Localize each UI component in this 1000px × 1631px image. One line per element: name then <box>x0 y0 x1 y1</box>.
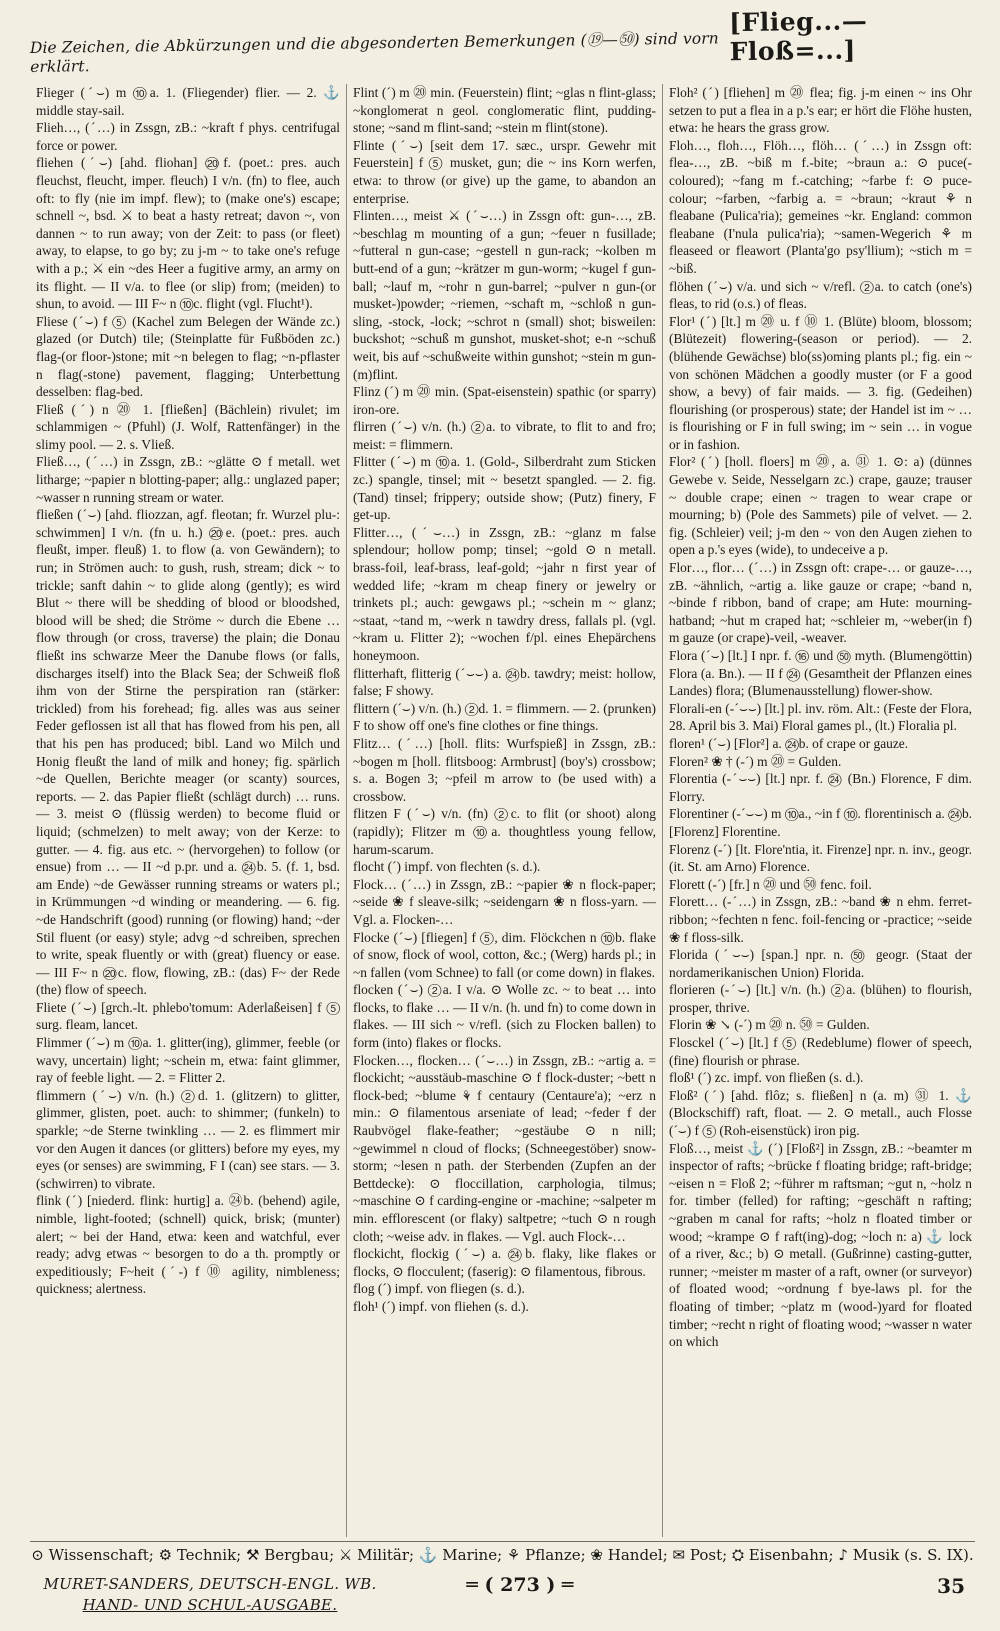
dictionary-entry: Florida (ˊ⌣⌣) [span.] npr. n. ㊿ geogr. (Staat der nordamerikanischen Union) Florida. <box>669 947 972 980</box>
page-footer <box>30 1574 975 1626</box>
dictionary-entry: Fliese (ˊ⌣) f ⑤ (Kachel zum Belegen der Wände zc.) glazed (or Dutch) tile; (Steinplatte für Fußböden zc.) flag-(or floor-)stone; mit ~n belegen to flag; ~n-pflaster n flag(-stone) pavement, flagging; Unterbettung desselben: flag-bed. <box>36 313 340 400</box>
header-entry-range: [Flieg...—Floß=...] <box>728 6 868 67</box>
dictionary-entry: Flinz (ˊ) m ⑳ min. (Spat-eisenstein) spathic (or sparry) iron-ore. <box>353 384 656 417</box>
dictionary-entry: Florenz (-ˊ) [lt. Flore'ntia, it. Firenze] npr. n. inv., geogr. (it. St. am Arno) Florence. <box>669 841 972 875</box>
dictionary-entry: Flora (ˊ⌣) [lt.] I npr. f. ⑯ und ㊿ myth. (Blumengöttin) Flora (a. Bn.). — II f ㉔ (Gesamtheit der Pflanzen eines Landes) flora; (Blumenausstellung) flower-show. <box>669 648 972 699</box>
dictionary-entry: Flocke (ˊ⌣) [fliegen] f ⑤, dim. Flöckchen n ⑩b. flake of snow, flock of wool, cotton, &c.; (Werg) hards pl.; in ~n fallen (vom Schnee) to fall (or come down) in flakes. <box>353 929 656 980</box>
dictionary-entry: Flosckel (ˊ⌣) [lt.] f ⑤ (Redeblume) flower of speech, (fine) flourish or phrase. <box>669 1035 972 1068</box>
dictionary-entry: Floß² (ˊ) [ahd. flôz; s. fließen] n (a. m) ㉛ 1. ⚓ (Blockschiff) raft, float. — 2. ⊙ metall., auch Flosse (ˊ⌣) f ⑤ (Roh-eisenstück) iron pig. <box>669 1087 972 1139</box>
dictionary-entry: Fließ…, (ˊ…) in Zssgn, zB.: ~glätte ⊙ f metall. wet litharge; ~papier n blotting-paper; allg.: unglazed paper; ~wasser n running stream or water. <box>36 454 340 505</box>
dictionary-entry: Fliete (ˊ⌣) [grch.-lt. phlebo'tomum: Aderlaßeisen] f ⑤ surg. fleam, lancet. <box>36 999 340 1033</box>
dictionary-entry: Fließ (ˊ) n ⑳ 1. [fließen] (Bächlein) rivulet; im schlammigen ~ (Pfuhl) (J. Wolf, Rattenfänger) in the slimy pool. — 2. s. Vließ. <box>36 401 340 452</box>
dictionary-entry: Flock… (ˊ…) in Zssgn, zB.: ~papier ❀ n flock-paper; ~seide ❀ f sleave-silk; ~seidengarn ❀ n floss-yarn. — Vgl. a. Flocken-… <box>353 876 656 927</box>
dictionary-entry: flockicht, flockig (ˊ⌣) a. ㉔b. flaky, like flakes or flocks, ⊙ flocculent; (faserig): ⊙ filamentous, fibrous. <box>353 1246 656 1279</box>
dictionary-entry: Flinte (ˊ⌣) [seit dem 17. sæc., urspr. Gewehr mit Feuerstein] f ⑤ musket, gun; die ~ ins Korn werfen, etwa: to throw (or give) up the game, to abandon an enterprise. <box>353 137 656 206</box>
footer-divider <box>30 1541 975 1542</box>
dictionary-entry: Florin ❀ ↘ (-ˊ) m ⑳ n. ㊿ = Gulden. <box>669 1017 870 1033</box>
dictionary-entry: Flitter (ˊ⌣) m ⑩a. 1. (Gold-, Silberdraht zum Sticken zc.) spangle, tinsel; mit ~ besetzt spangled. — 2. fig. (Tand) tinsel; frippery; outside show; (Putz) finery, F get-up. <box>353 454 656 523</box>
dictionary-entry: Flocken…, flocken… (ˊ⌣…) in Zssgn, zB.: ~artig a. = flockicht; ~ausstäub-maschine ⊙ f flock-duster; ~bett n flock-bed; ~blume ⚘ f centaury (Centaure'a); ~erz n min.: ⊙ filamentous arseniate of lead; ~feder f der Raubvögel flake-feather; ~gestäube ⊙ n nill; ~gewimmel n cloud of flocks; (Schneegestöber) snow-storm; ~lesen n path. der Sterbenden (Zupfen an der Bettdecke): ⊙ floccillation, carphologia, tilmus; ~maschine ⊙ f carding-engine or -machine; ~salpeter m min. efflorescent (or flaky) saltpetre; ~tuch ⊙ n rough cloth; ~weise adv. in flakes. — Vgl. auch Flock-… <box>353 1052 656 1244</box>
dictionary-entry: flirren (ˊ⌣) v/n. (h.) ②a. to vibrate, to flit to and fro; meist: = flimmern. <box>353 419 656 452</box>
dictionary-entry: flog (ˊ) impf. von fliegen (s. d.). <box>353 1281 525 1297</box>
dictionary-entry: Florali-en (-ˊ⌣⌣) [lt.] pl. inv. röm. Alt.: (Feste der Flora, 28. April bis 3. Mai) Floral games pl., (lt.) Floralia pl. <box>669 700 972 734</box>
dictionary-entry: flitzen F (ˊ⌣) v/n. (fn) ②c. to flit (or shoot) along (rapidly); Flitzer m ⑩a. thoughtless young fellow, harum-scarum. <box>353 806 656 857</box>
dictionary-entry: flöhen (ˊ⌣) v/a. und sich ~ v/refl. ②a. to catch (one's) fleas, to rid (o.s.) of fleas. <box>669 278 972 312</box>
dictionary-entry: fließen (ˊ⌣) [ahd. fliozzan, agf. fleotan; fr. Wurzel plu-: schwimmen] I v/n. (fn u. h.) ⑳e. (poet.: pres. auch fleußt, imper. fleuß) 1. to flow (a. von Gewändern); to run; in Strömen auch: to gush, rush, stream; dick ~ to trickle; sanft dahin ~ to glide along (gently); es wird Blut ~ there will be shedding of blood or bloodshed, blood will be shed; die Ströme ~ durch die Ebene … flow through (or cross, traverse) the plain; die Donau fließt ins schwarze Meer the Danube flows (or falls, discharges itself) into the Black Sea; der Schweiß floß ihm von der Stirne the perspiration ran (stärker: trickled) from his forehead; fig. alles was aus seiner Feder geflossen ist all that has flowed from his pen, all that his pen has produced; bibl. Land wo Milch und Honig fleußt the land of milk and honey; fig. spärlich ~de Quellen, Berichte meager (or scanty) sources, reports. — 2. das Papier fließt (schlägt durch) … runs. — 3. meist ⊙ (flüssig werden) to become fluid or liquid; (schmelzen) to melt away; von der Kerze: to gutter. — 4. fig. aus etc. ~ (hervorgehen) to follow (or ensue) from … — II ~d p.pr. und a. ㉔b. 5. (f. 1, bsd. am Ende) ~de Gewässer running streams or waters pl.; in Krümmungen ~d winding or meandering. — 6. fig. ~de Handschrift (good) running (or flowing) hand; ~der Stil fluent (or easy) style; advg ~d schreiben, sprechen to write, speak fluently or with (great) fluency or ease. — III F~ n ⑳c. flow, flowing, zB.: (das) F~ der Rede (the) flow of speech. <box>36 507 340 998</box>
dictionary-entry: Flint (ˊ) m ⑳ min. (Feuerstein) flint; ~glas n flint-glass; ~konglomerat n geol. conglomeratic flint, pudding-stone; ~sand m flint-sand; ~stein m flint(stone). <box>353 85 656 136</box>
dictionary-entry: floß¹ (ˊ) zc. impf. von fließen (s. d.). <box>669 1070 864 1086</box>
header-note: Die Zeichen, die Abkürzungen und die abgesonderten Bemerkungen (⑲—㊿) sind vorn erklärt. <box>29 29 719 76</box>
publisher-imprint <box>30 1574 390 1616</box>
column-middle <box>346 84 662 1537</box>
dictionary-entry: floren¹ (ˊ⌣) [Flor²] a. ㉔b. of crape or gauze. <box>669 735 909 751</box>
dictionary-entry: florieren (-ˊ⌣) [lt.] v/n. (h.) ②a. (blühen) to flourish, prosper, thrive. <box>669 982 972 1015</box>
dictionary-entry: fliehen (ˊ⌣) [ahd. fliohan] ⑳f. (poet.: pres. auch fleuchst, fleucht, imper. fleuch) I v/n. (fn) to flee, auch oft: to fly (nie im impf. flew); to (make one's) escape; schnell ~, bsd. ⚔ to beat a hasty retreat; davon ~, von dannen ~ to run away; von der Zeit: to pass (or fleet) away, to elapse, to go by; zu j-m ~ to take one's refuge with a p.; ⚔ ein ~des Heer a fugitive army, an army on its flight. — II v/a. to flee (or slip) from; (meiden) to shun, to avoid. — III F~ n ⑩c. flight (vgl. Flucht¹). <box>36 155 340 312</box>
dictionary-entry: Flinten…, meist ⚔ (ˊ⌣…) in Zssgn oft: gun-…, zB. ~beschlag m mounting of a gun; ~feuer n fusillade; ~futteral n gun-case; ~gestell n gun-rack; ~kolben m butt-end of a gun; ~krätzer m gun-worm; ~kugel f gun-ball; ~lauf m, ~rohr n gun-barrel; ~pulver n gun-(or musket-)powder; ~riemen, ~schaft m, ~schloß n gun-sling, -stock, -lock; ~schrot n (small) shot; bisweilen: buckshot; ~schuß m gunshot, musket-shot; e-n ~schuß weit, bis auf ~schußweite within gunshot; ~stein m gun-(m)flint. <box>353 208 656 382</box>
column-left <box>30 84 346 1537</box>
dictionary-entry: floh¹ (ˊ) impf. von fliehen (s. d.). <box>353 1298 529 1314</box>
dictionary-entry: Florett (-ˊ) [fr.] n ⑳ und ㊿ fenc. foil. <box>669 876 872 892</box>
dictionary-entry: Flor¹ (ˊ) [lt.] m ⑳ u. f ⑩ 1. (Blüte) bloom, blossom; (Blütezeit) flowering-(season or period). — 2. (blühende Gewächse) blo(ss)oming plants pl.; fig. ein ~ von schönen Mädchen a goodly muster (or F a good show, a bevy) of fair maids. — 3. fig. (Gedeihen) flourishing (or prosperous) state; der Handel ist im ~ … is flourishing or F in full swing; im ~ sein … in vogue or in fashion. <box>669 313 972 452</box>
dictionary-entry: Florett… (-ˊ…) in Zssgn, zB.: ~band ❀ n ehm. ferret-ribbon; ~fechten n fenc. foil-fencing or -practice; ~seide ❀ f floss-silk. <box>669 894 972 945</box>
dictionary-entry: flittern (ˊ⌣) v/n. (h.) ②d. 1. = flimmern. — 2. (prunken) F to show off one's fine clothes or fine things. <box>353 700 656 734</box>
page-header <box>29 6 975 76</box>
dictionary-entry: Flieh…, (ˊ…) in Zssgn, zB.: ~kraft f phys. centrifugal force or power. <box>36 120 340 153</box>
dictionary-entry: Flor…, flor… (ˊ…) in Zssgn oft: crape-… or gauze-…, zB. ~ähnlich, ~artig a. like gauze or crape; ~band n, ~binde f ribbon, band of crape; am Hute: mourning-hatband; ~hut m craped hat; ~schleier m, ~weber(in f) m gauze (or crape)-veil, -weaver. <box>669 560 972 646</box>
dictionary-entry: Flor² (ˊ) [holl. floers] m ⑳, a. ㉛ 1. ⊙: a) (dünnes Gewebe v. Seide, Nesselgarn zc.) crape, gauze; trauser ~ double crape; einen ~ tragen to wear crape or mourning; b) (Pole des Sammets) pile of velvet. — 2. fig. (Schleier) veil; j-m den ~ von den Augen ziehen to open a p.'s eyes (wide), to undeceive a p. <box>669 454 972 558</box>
dictionary-entry: Floß…, meist ⚓ (ˊ) [Floß²] in Zssgn, zB.: ~beamter m inspector of rafts; ~brücke f floating bridge; raft-bridge; ~eisen n = Floß 2; ~führer m raftsman; ~gut n, ~holz n for. timber (felled) for rafting; ~geschäft n rafting; ~graben m canal for rafts; ~holz n floated timber or wood; ~krampe ⊙ f raft(ing)-dog; ~loch n: a) ⚓ lock of a river, &c.; b) ⊙ metall. (Gußrinne) casting-gutter, runner; ~meister m master of a raft, owner (or surveyor) of floated wood; ~ordnung f bye-laws pl. for the floating of timber; ~platz m (wood-)yard for floated timber; ~recht n right of floating wood; ~wasser n water on which <box>669 1140 972 1350</box>
dictionary-entry: Flimmer (ˊ⌣) m ⑩a. 1. glitter(ing), glimmer, feeble (or wavy, uncertain) light; ~schein m, etwa: faint glimmer, ray of feeble light. — 2. = Flitter 2. <box>36 1035 340 1086</box>
dictionary-entry: flocken (ˊ⌣) ②a. I v/a. ⊙ Wolle zc. ~ to beat … into flocks, to flake … — II v/n. (h. und fn) to come down in flakes. — III sich ~ v/refl. (sich zu Flocken ballen) to form (into) flakes or flocks. <box>353 982 656 1051</box>
dictionary-columns <box>30 84 978 1537</box>
dictionary-entry: flitterhaft, flitterig (ˊ⌣⌣) a. ㉔b. tawdry; meist: hollow, false; F showy. <box>353 665 656 699</box>
dictionary-entry: Floh² (ˊ) [fliehen] m ⑳ flea; fig. j-m einen ~ ins Ohr setzen to put a flea in a p.'s ear; er hört die Flöhe husten, etwa: he hears the grass grow. <box>669 85 972 136</box>
dictionary-entry: Flitz… (ˊ…) [holl. flits: Wurfspieß] in Zssgn, zB.: ~bogen m [holl. flitsboog: Armbrust] (boy's) crossbow; s. a. Bogen 3; ~pfeil m arrow to (be used with) a crossbow. <box>353 735 656 804</box>
dictionary-entry: Floh…, floh…, Flöh…, flöh… (ˊ…) in Zssgn oft: flea-…, zB. ~biß m f.-bite; ~braun a.: ⊙ puce(-coloured); ~fang m f.-catching; ~farbe f: ⊙ puce-colour; ~farben, ~farbig a. = ~braun; ~kraut ⚘ n fleabane (Pulica'ria); gemeines ~kr. England: common fleabane (I'nula pulica'ria); ~samen-Wegerich ⚘ m fleaseed or fleawort (Planta'go psy'llium); ~stich m = ~biß. <box>669 137 972 276</box>
dictionary-entry: flocht (ˊ) impf. von flechten (s. d.). <box>353 859 541 875</box>
dictionary-entry: Flitter…, (ˊ⌣…) in Zssgn, zB.: ~glanz m false splendour; hollow pomp; tinsel; ~gold ⊙ n metall. brass-foil, leaf-brass, leaf-gold; ~jahr n first year of wedded life; ~kram m cheap finery or jewelry or trinkets pl.; auch: gewgaws pl.; ~schein m ~ glanz; ~staat, ~tand m, ~werk n tawdry dress, fallals pl. (vgl. ~kram u. Flitter 2); ~wochen f/pl. eines Ehepärchens honeymoon. <box>353 524 656 663</box>
dictionary-entry: Florentia (-ˊ⌣⌣) [lt.] npr. f. ㉔ (Bn.) Florence, F dim. Florry. <box>669 771 972 804</box>
dictionary-entry: Floren² ❀ † (-ˊ) m ⑳ = Gulden. <box>669 753 842 769</box>
column-right <box>662 84 978 1537</box>
dictionary-entry: flink (ˊ) [niederd. flink: hurtig] a. ㉔b. (behend) agile, nimble, light-footed; (schnell) quick, brisk; (munter) alert; ~ bei der Hand, etwa: keen and watchful, ever ready; advg etwas ~ besorgen to do a th. promptly or expeditiously; F~heit (ˊ-) f ⑩ agility, nimbleness; quickness; alertness. <box>36 1193 340 1297</box>
imprint-line-1: MURET-SANDERS, DEUTSCH-ENGL. WB. <box>43 1575 377 1593</box>
symbol-legend: ⊙ Wissenschaft; ⚙ Technik; ⚒ Bergbau; ⚔ Militär; ⚓ Marine; ⚘ Pflanze; ❀ Handel; ✉ Post; ⛭ Eisenbahn; ♪ Musik (s. S. IX). <box>31 1546 974 1564</box>
sheet-number: 35 <box>937 1574 965 1598</box>
imprint-line-2: HAND- UND SCHUL-AUSGABE. <box>82 1596 338 1614</box>
dictionary-entry: Flieger (ˊ⌣) m ⑩a. 1. (Fliegender) flier. — 2. ⚓ middle stay-sail. <box>36 85 340 118</box>
dictionary-entry: flimmern (ˊ⌣) v/n. (h.) ②d. 1. (glitzern) to glitter, glimmer, glisten, poet. auch: to shimmer; (funkeln) to sparkle; ~de Sterne twinkling … — 2. es flimmert mir vor den Augen it dances (or glitters) before my eyes, my eyes (or senses) are swimming, F I (can) see stars. — 3. (schwirren) to vibrate. <box>36 1087 340 1191</box>
page-number: ═ ( 273 ) ═ <box>466 1574 574 1596</box>
dictionary-entry: Florentiner (-ˊ⌣⌣) m ⑩a., ~in f ⑩. florentinisch a. ㉔b. [Florenz] Florentine. <box>669 806 972 839</box>
